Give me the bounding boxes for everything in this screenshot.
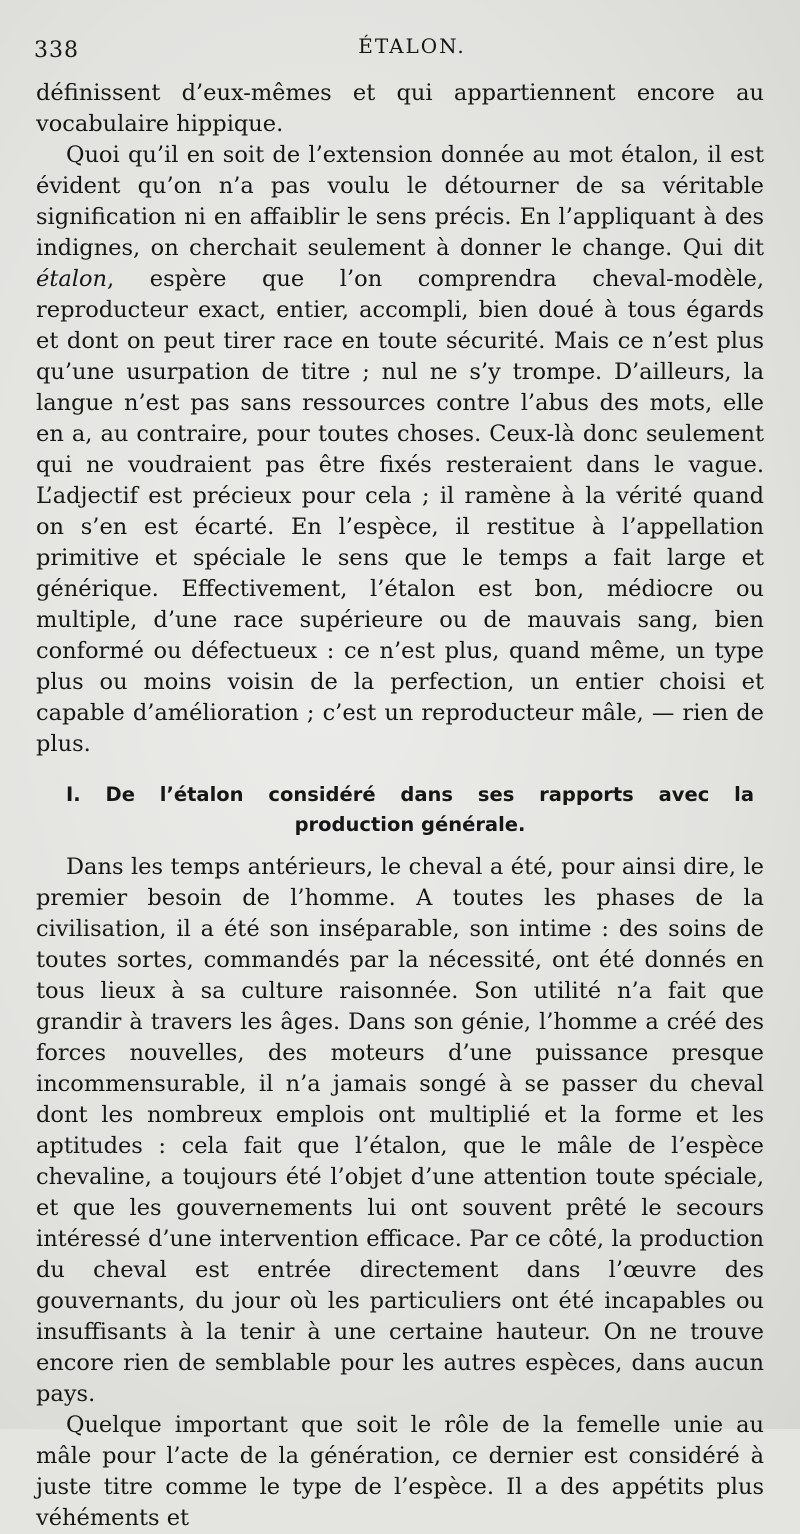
page-number: 338: [34, 38, 79, 63]
paragraph-text: Quoi qu’il en soit de l’extension donnée au mot étalon, il est évident qu’on n’a pas voulu le détourner de sa véritable signification ni en affaiblir le sens précis. En l’appliquant à des indignes, on cherchait seulement à donner le change. Qui dit: [36, 142, 764, 261]
running-head: [34, 30, 760, 70]
paragraph: [36, 140, 764, 760]
body-text: [36, 78, 764, 1534]
section-heading: [36, 780, 764, 840]
paragraph: Dans les temps antérieurs, le cheval a été, pour ainsi dire, le premier besoin de l’homme. A toutes les phases de la civilisation, il a été son inséparable, son intime : des soins de toutes sortes, commandés par la nécessité, ont été donnés en tous lieux à sa culture raisonnée. Son utilité n’a fait que grandir à travers les âges. Dans son génie, l’homme a créé des forces nouvelles, des moteurs d’une puissance presque incommensurable, il n’a jamais songé à se passer du cheval dont les nombreux emplois ont multiplié et la forme et les aptitudes : cela fait que l’étalon, que le mâle de l’espèce chevaline, a toujours été l’objet d’une attention toute spéciale, et que les gouvernements lui ont souvent prêté le secours intéressé d’une intervention efficace. Par ce côté, la production du cheval est entrée directement dans l’œuvre des gouvernants, du jour où les particuliers ont été incapables ou insuffisants à la tenir à une certaine hauteur. On ne trouve encore rien de semblable pour les autres espèces, dans aucun pays.: [36, 854, 764, 1407]
section-heading-line: I. De l’étalon considéré dans ses rapports avec la: [66, 783, 754, 806]
paragraph-text: , espère que l’on comprendra cheval-modèle, reproducteur exact, entier, accompli, bien doué à tous égards et dont on peut tirer race en toute sécurité. Mais ce n’est plus qu’une usurpation de titre ; nul ne s’y trompe. D’ailleurs, la langue n’est pas sans ressources contre l’abus des mots, elle en a, au contraire, pour toutes choses. Ceux-là donc seulement qui ne voudraient pas être fixés resteraient dans le vague. L’adjectif est précieux pour cela ; il ramène à la vérité quand on s’en est écarté. En l’espèce, il restitue à l’appellation primitive et spéciale le sens que le temps a fait large et générique. Effectivement, l’étalon est bon, médiocre ou multiple, d’une race supérieure ou de mauvais sang, bien conformé ou défectueux : ce n’est plus, quand même, un type plus ou moins voisin de la perfection, un entier choisi et capable d’amélioration ; c’est un reproducteur mâle, — rien de plus.: [36, 266, 764, 757]
section-heading-line: production générale.: [294, 813, 526, 836]
paragraph-continued: définissent d’eux-mêmes et qui appartiennent encore au vocabulaire hippique.: [36, 80, 764, 137]
paragraph: Quelque important que soit le rôle de la femelle unie au mâle pour l’acte de la génération, ce dernier est considéré à juste titre comme le type de l’espèce. Il a des appétits plus véhéments et: [36, 1412, 764, 1531]
emphasized-word: étalon: [36, 266, 108, 292]
running-title: ÉTALON.: [358, 34, 466, 58]
